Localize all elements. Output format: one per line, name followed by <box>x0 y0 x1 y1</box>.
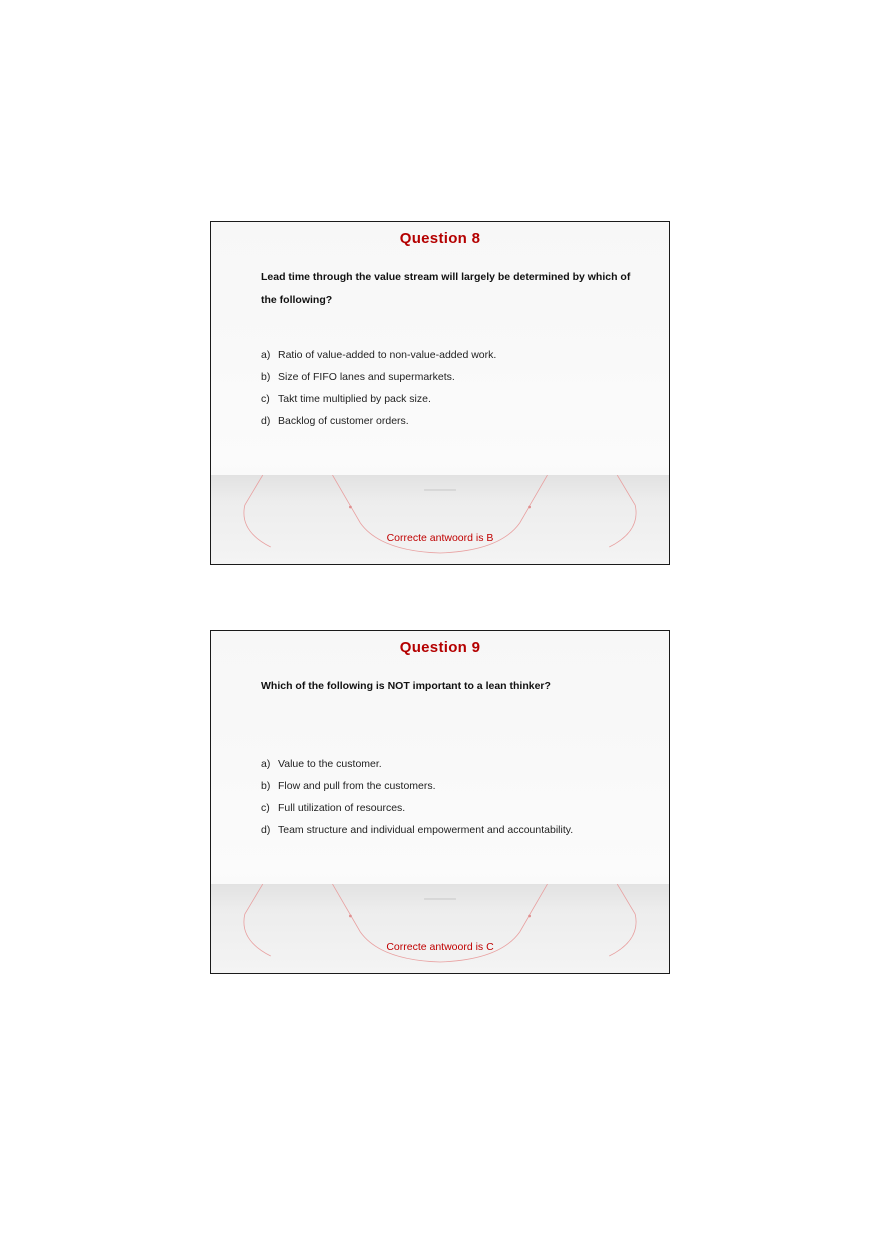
answer-options <box>261 344 649 432</box>
slide-title: Question 8 <box>399 230 481 247</box>
option-letter: d) <box>261 824 271 836</box>
option-text: Ratio of value-added to non-value-added work. <box>278 349 497 361</box>
question-text: Which of the following is NOT important to a lean thinker? <box>261 680 551 692</box>
option-text: Takt time multiplied by pack size. <box>278 393 431 405</box>
option-b <box>261 775 649 797</box>
option-text: Value to the customer. <box>278 758 382 770</box>
option-c <box>261 797 649 819</box>
answer-options <box>261 753 649 841</box>
option-letter: a) <box>261 349 271 361</box>
option-text: Size of FIFO lanes and supermarkets. <box>278 371 455 383</box>
court-floor-background <box>211 475 669 564</box>
option-letter: a) <box>261 758 271 770</box>
option-d <box>261 819 649 841</box>
option-text: Team structure and individual empowerment and accountability. <box>278 824 574 836</box>
question-text: Lead time through the value stream will largely be determined by which of the following? <box>261 271 631 306</box>
option-letter: b) <box>261 780 271 792</box>
option-text: Backlog of customer orders. <box>278 415 409 427</box>
correct-answer: Correcte antwoord is B <box>386 532 494 544</box>
option-a <box>261 344 649 366</box>
option-letter: b) <box>261 371 271 383</box>
option-text: Flow and pull from the customers. <box>278 780 436 792</box>
court-lines-decoration <box>211 475 669 564</box>
court-lines-decoration <box>211 884 669 973</box>
option-text: Full utilization of resources. <box>278 802 406 814</box>
option-letter: d) <box>261 415 271 427</box>
slide-question-8 <box>210 221 670 565</box>
slide-title: Question 9 <box>399 639 481 656</box>
slide-question-9 <box>210 630 670 974</box>
court-floor-background <box>211 884 669 973</box>
option-d <box>261 410 649 432</box>
option-c <box>261 388 649 410</box>
correct-answer: Correcte antwoord is C <box>386 941 494 953</box>
option-letter: c) <box>261 393 270 405</box>
option-b <box>261 366 649 388</box>
option-letter: c) <box>261 802 270 814</box>
option-a <box>261 753 649 775</box>
